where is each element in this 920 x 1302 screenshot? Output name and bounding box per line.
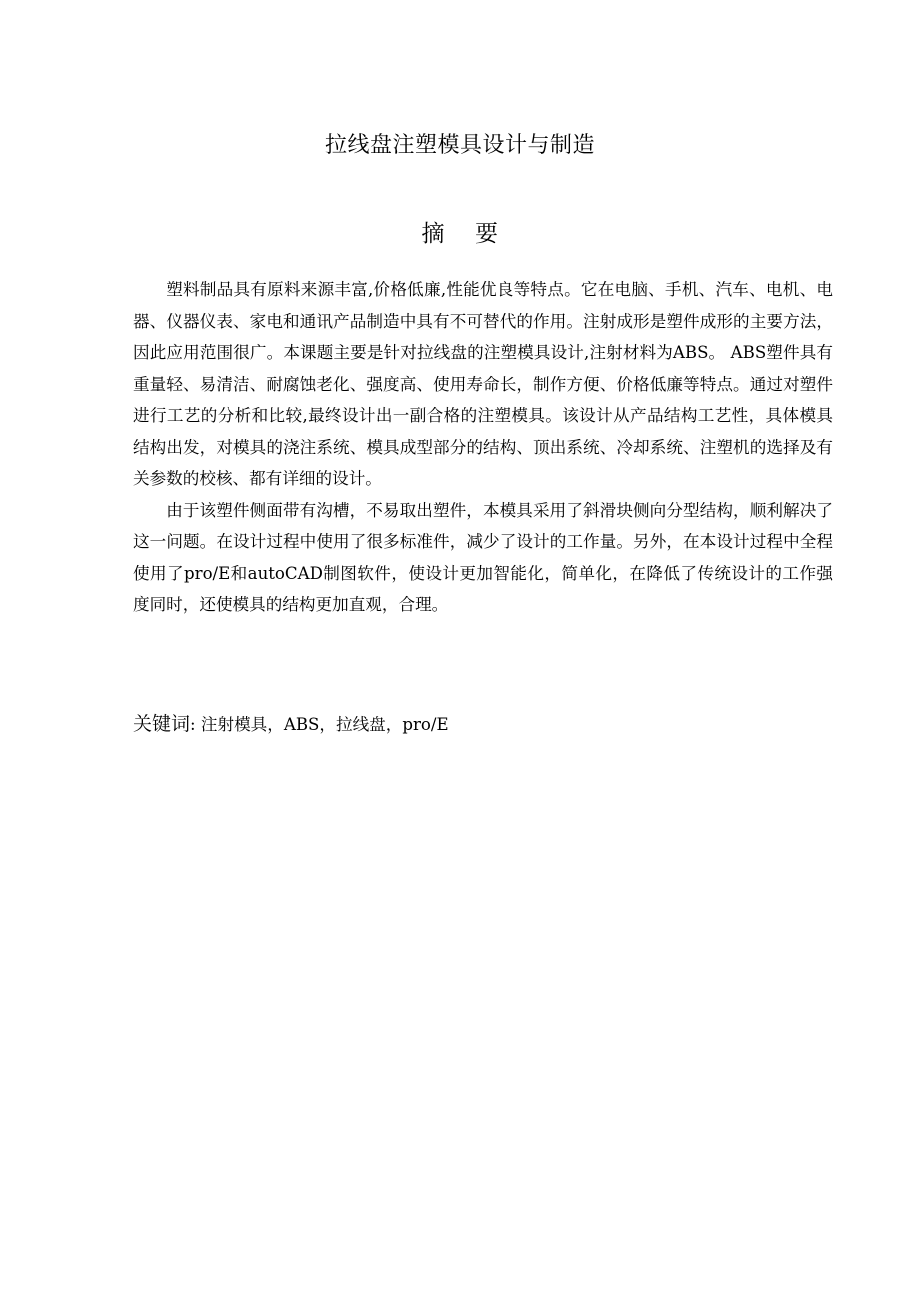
abstract-heading — [0, 218, 920, 250]
abstract-heading-char-2: 要 — [475, 221, 499, 247]
abstract-paragraph-2: 由于该塑件侧面带有沟槽，不易取出塑件，本模具采用了斜滑块侧向分型结构，顺利解决了这一问题。在设计过程中使用了很多标准件，减少了设计的工作量。另外，在本设计过程中全程使用了pro/E和autoCAD制图软件，使设计更加智能化，简单化，在降低了传统设计的工作强度同时，还使模具的结构更加直观，合理。 — [133, 500, 833, 614]
keywords-separator: : — [190, 715, 201, 734]
keywords-value: 注射模具，ABS，拉线盘，pro/E — [200, 715, 449, 734]
abstract-heading-char-1: 摘 — [421, 221, 445, 247]
keywords-label: 关键词 — [133, 713, 191, 735]
abstract-body — [133, 274, 833, 621]
document-title: 拉线盘注塑模具设计与制造 — [324, 133, 595, 158]
keywords-line — [133, 709, 833, 740]
abstract-paragraph-1: 塑料制品具有原料来源丰富,价格低廉,性能优良等特点。它在电脑、手机、汽车、电机、电器、仪器仪表、家电和通讯产品制造中具有不可替代的作用。注射成形是塑件成形的主要方法，因此应用范围很广。本课题主要是针对拉线盘的注塑模具设计,注射材料为ABS。 ABS塑件具有重量轻、易清洁、耐腐蚀老化、强度高、使用寿命长，制作方便、价格低廉等特点。通过对塑件进行工艺的分析和比较,最终设计出一副合格的注塑模具。该设计从产品结构工艺性，具体模具结构出发，对模具的浇注系统、模具成型部分的结构、顶出系统、冷却系统、注塑机的选择及有关参数的校核、都有详细的设计。 — [133, 280, 833, 488]
